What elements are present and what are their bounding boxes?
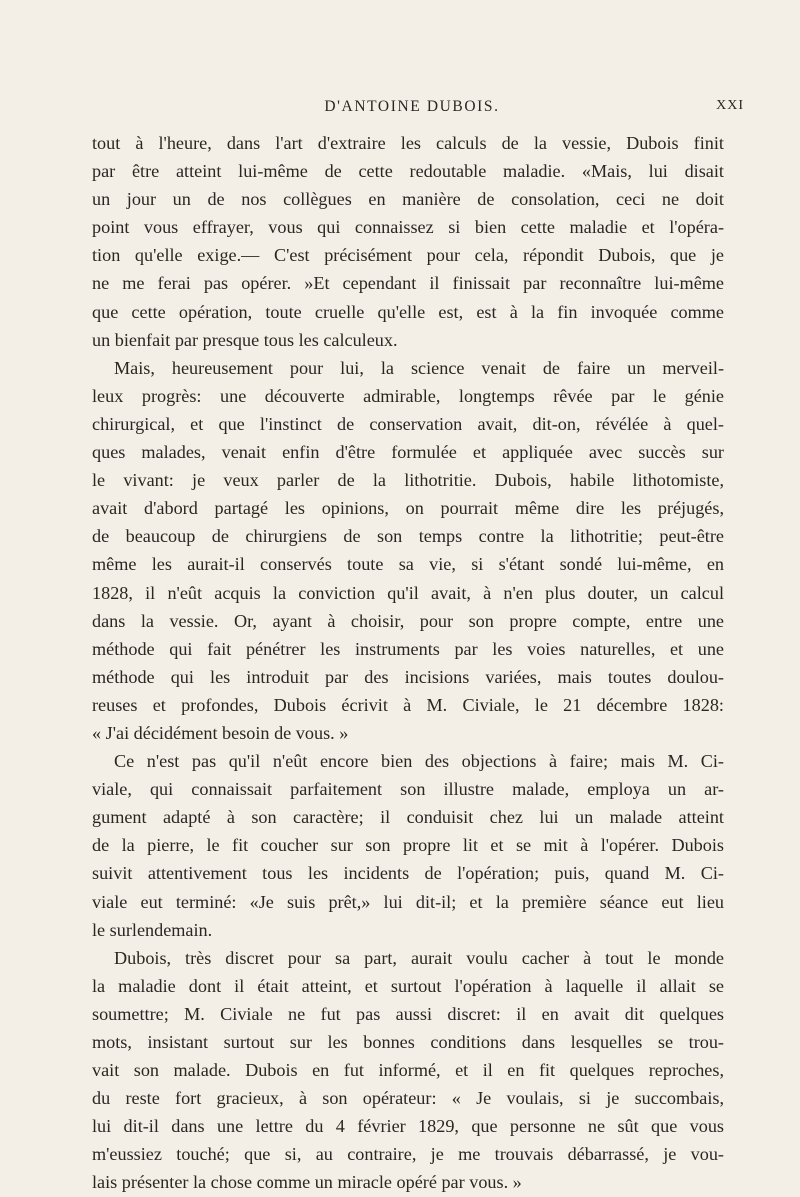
text-line: le vivant: je veux parler de la lithotritie. Dubois, habile lithotomiste, bbox=[92, 470, 724, 491]
text-line: « J'ai décidément besoin de vous. » bbox=[92, 722, 349, 743]
text-line: leux progrès: une découverte admirable, longtemps rêvée par le génie bbox=[92, 385, 724, 406]
text-line: gument adapté à son caractère; il conduisit chez lui un malade atteint bbox=[92, 807, 724, 828]
text-line: ques malades, venait enfin d'être formulée et appliquée avec succès sur bbox=[92, 442, 724, 463]
text-line: de beaucoup de chirurgiens de son temps contre la lithotritie; peut-être bbox=[92, 526, 724, 547]
running-title: D'ANTOINE DUBOIS. bbox=[324, 98, 500, 115]
text-line: par être atteint lui-même de cette redoutable maladie. «Mais, lui disait bbox=[92, 161, 724, 182]
text-line: viale, qui connaissait parfaitement son illustre malade, employa un ar- bbox=[92, 779, 724, 800]
text-line: reuses et profondes, Dubois écrivit à M. Civiale, le 21 décembre 1828: bbox=[92, 694, 724, 715]
running-head bbox=[92, 98, 744, 122]
text-line: viale eut terminé: «Je suis prêt,» lui dit-il; et la première séance eut lieu bbox=[92, 891, 724, 912]
text-line: le surlendemain. bbox=[92, 919, 213, 940]
text-line: tion qu'elle exige.— C'est précisément pour cela, répondit Dubois, que je bbox=[92, 245, 724, 266]
text-line: que cette opération, toute cruelle qu'elle est, est à la fin invoquée comme bbox=[92, 301, 724, 322]
text-line: Dubois, très discret pour sa part, aurait voulu cacher à tout le monde bbox=[114, 947, 724, 968]
text-line: Mais, heureusement pour lui, la science venait de faire un merveil- bbox=[114, 357, 724, 378]
text-line: dans la vessie. Or, ayant à choisir, pour son propre compte, entre une bbox=[92, 610, 724, 631]
text-line: Ce n'est pas qu'il n'eût encore bien des objections à faire; mais M. Ci- bbox=[114, 751, 724, 772]
text-line: méthode qui fait pénétrer les instruments par les voies naturelles, et une bbox=[92, 638, 724, 659]
text-line: avait d'abord partagé les opinions, on pourrait même dire les préjugés, bbox=[92, 498, 724, 519]
text-line: soumettre; M. Civiale ne fut pas aussi discret: il en avait dit quelques bbox=[92, 1003, 724, 1024]
text-line: ne me ferai pas opérer. »Et cependant il finissait par reconnaître lui-même bbox=[92, 273, 724, 294]
text-line: chirurgical, et que l'instinct de conservation avait, dit-on, révélée à quel- bbox=[92, 413, 724, 434]
text-line: tout à l'heure, dans l'art d'extraire les calculs de la vessie, Dubois finit bbox=[92, 133, 724, 153]
text-line: méthode qui les introduit par des incisions variées, mais toutes doulou- bbox=[92, 666, 724, 687]
text-line: mots, insistant surtout sur les bonnes conditions dans lesquelles se trou- bbox=[92, 1032, 724, 1052]
text-line: la maladie dont il était atteint, et surtout l'opération à laquelle il allait se bbox=[92, 975, 724, 996]
text-line: m'eussiez touché; que si, au contraire, je me trouvais débarrassé, je vou- bbox=[92, 1144, 724, 1165]
text-line: de la pierre, le fit coucher sur son propre lit et se mit à l'opérer. Dubois bbox=[92, 835, 724, 856]
page-number: XXI bbox=[716, 98, 744, 113]
body-text bbox=[92, 129, 724, 1197]
text-line: lais présenter la chose comme un miracle opéré par vous. » bbox=[92, 1172, 522, 1193]
text-line: un bienfait par presque tous les calculeux. bbox=[92, 329, 398, 350]
text-line: lui dit-il dans une lettre du 4 février 1829, que personne ne sût que vous bbox=[92, 1116, 724, 1137]
text-line: vait son malade. Dubois en fut informé, et il en fit quelques reproches, bbox=[92, 1060, 724, 1081]
text-line: 1828, il n'eût acquis la conviction qu'il avait, à n'en plus douter, un calcul bbox=[92, 582, 724, 603]
text-line: point vous effrayer, vous qui connaissez si bien cette maladie et l'opéra- bbox=[92, 217, 724, 238]
text-line: un jour un de nos collègues en manière de consolation, ceci ne doit bbox=[92, 189, 724, 210]
text-line: du reste fort gracieux, à son opérateur: « Je voulais, si je succombais, bbox=[92, 1088, 724, 1109]
text-line: suivit attentivement tous les incidents de l'opération; puis, quand M. Ci- bbox=[92, 863, 724, 884]
text-line: même les aurait-il conservés toute sa vie, si s'étant sondé lui-même, en bbox=[92, 554, 724, 575]
